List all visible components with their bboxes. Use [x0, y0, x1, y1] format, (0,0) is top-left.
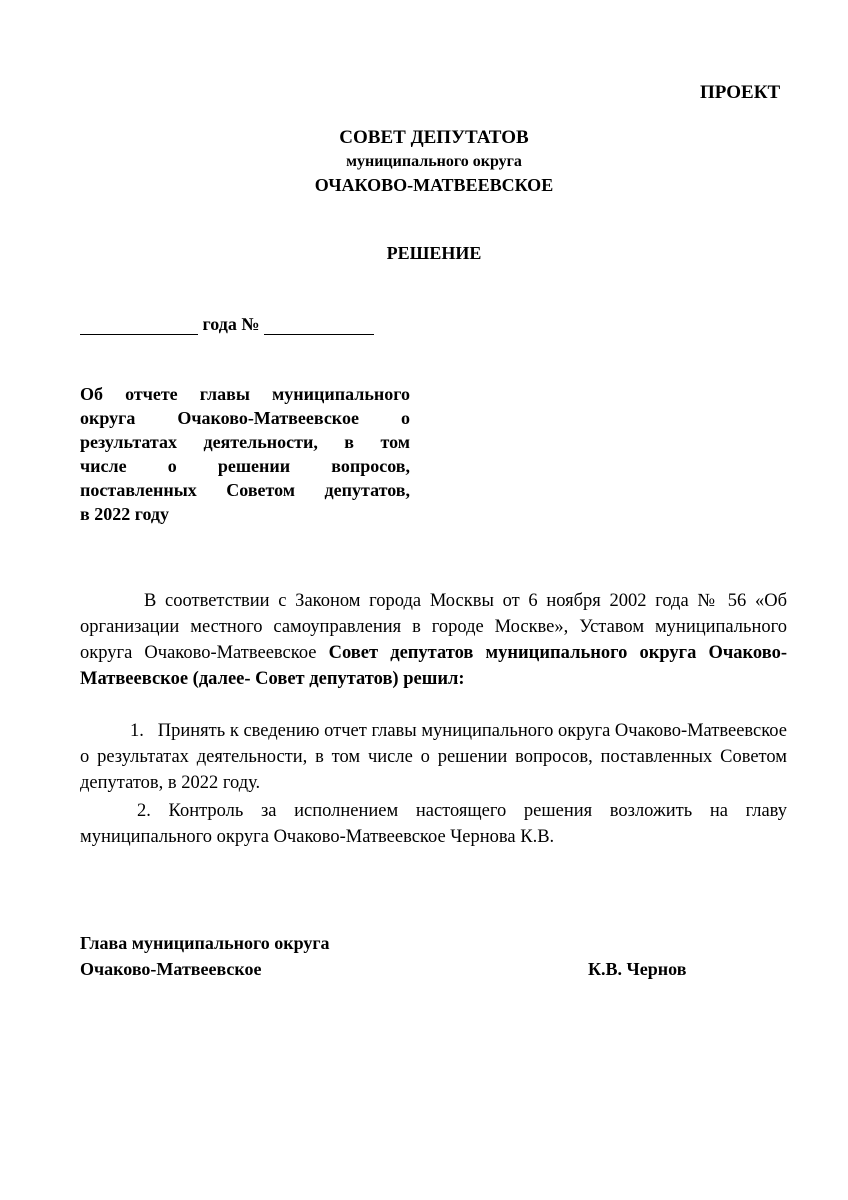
signature-title [80, 930, 330, 982]
subject-line: результатах деятельности, в том [80, 432, 410, 452]
item-text: Принять к сведению отчет главы муниципального округа Очаково-Матвеевское о результатах деятельности, в том числе о решении вопросов, поставленных Советом депутатов, в 2022 году. [80, 721, 787, 793]
council-decided-text: Совет депутатов муниципального округа Очаково-Матвеевское (далее- Совет депутатов) решил: [80, 643, 787, 689]
decision-subject [80, 382, 410, 526]
document-type: РЕШЕНИЕ [386, 243, 482, 263]
item-number: 2. [137, 801, 151, 821]
subject-line: Об отчете главы муниципального [80, 384, 410, 404]
item-number: 1. [130, 721, 144, 741]
preamble-text: В соответствии с Законом города Москвы от 6 ноября 2002 года № 56 «Об организации местного самоуправления в городе Москве», Уставом муниципального округа Очаково-Матвеевское [80, 591, 787, 663]
item-text: Контроль за исполнением настоящего решения возложить на главу муниципального округа Очаково-Матвеевское Чернова К.В. [80, 801, 788, 847]
subject-line: округа Очаково-Матвеевское о [80, 408, 410, 428]
council-subtitle: муниципального округа [346, 153, 522, 170]
signature-name: К.В. Чернов [588, 959, 687, 979]
signature-title-line: Глава муниципального округа [80, 933, 330, 953]
subject-line: числе о решении вопросов, [80, 456, 410, 476]
preamble-paragraph [80, 588, 787, 692]
year-number-label: года № [198, 314, 264, 334]
draft-stamp: ПРОЕКТ [700, 82, 781, 103]
subject-line: поставленных Советом депутатов, [80, 480, 410, 500]
date-number-line [80, 314, 374, 335]
date-blank [80, 316, 198, 335]
council-title: СОВЕТ ДЕПУТАТОВ [339, 127, 529, 148]
decision-item-2 [80, 798, 787, 850]
decision-item-1 [80, 718, 787, 796]
district-name: ОЧАКОВО-МАТВЕЕВСКОЕ [314, 175, 554, 195]
signature-title-line: Очаково-Матвеевское [80, 959, 262, 979]
subject-line: в 2022 году [80, 504, 170, 524]
number-blank [264, 316, 374, 335]
